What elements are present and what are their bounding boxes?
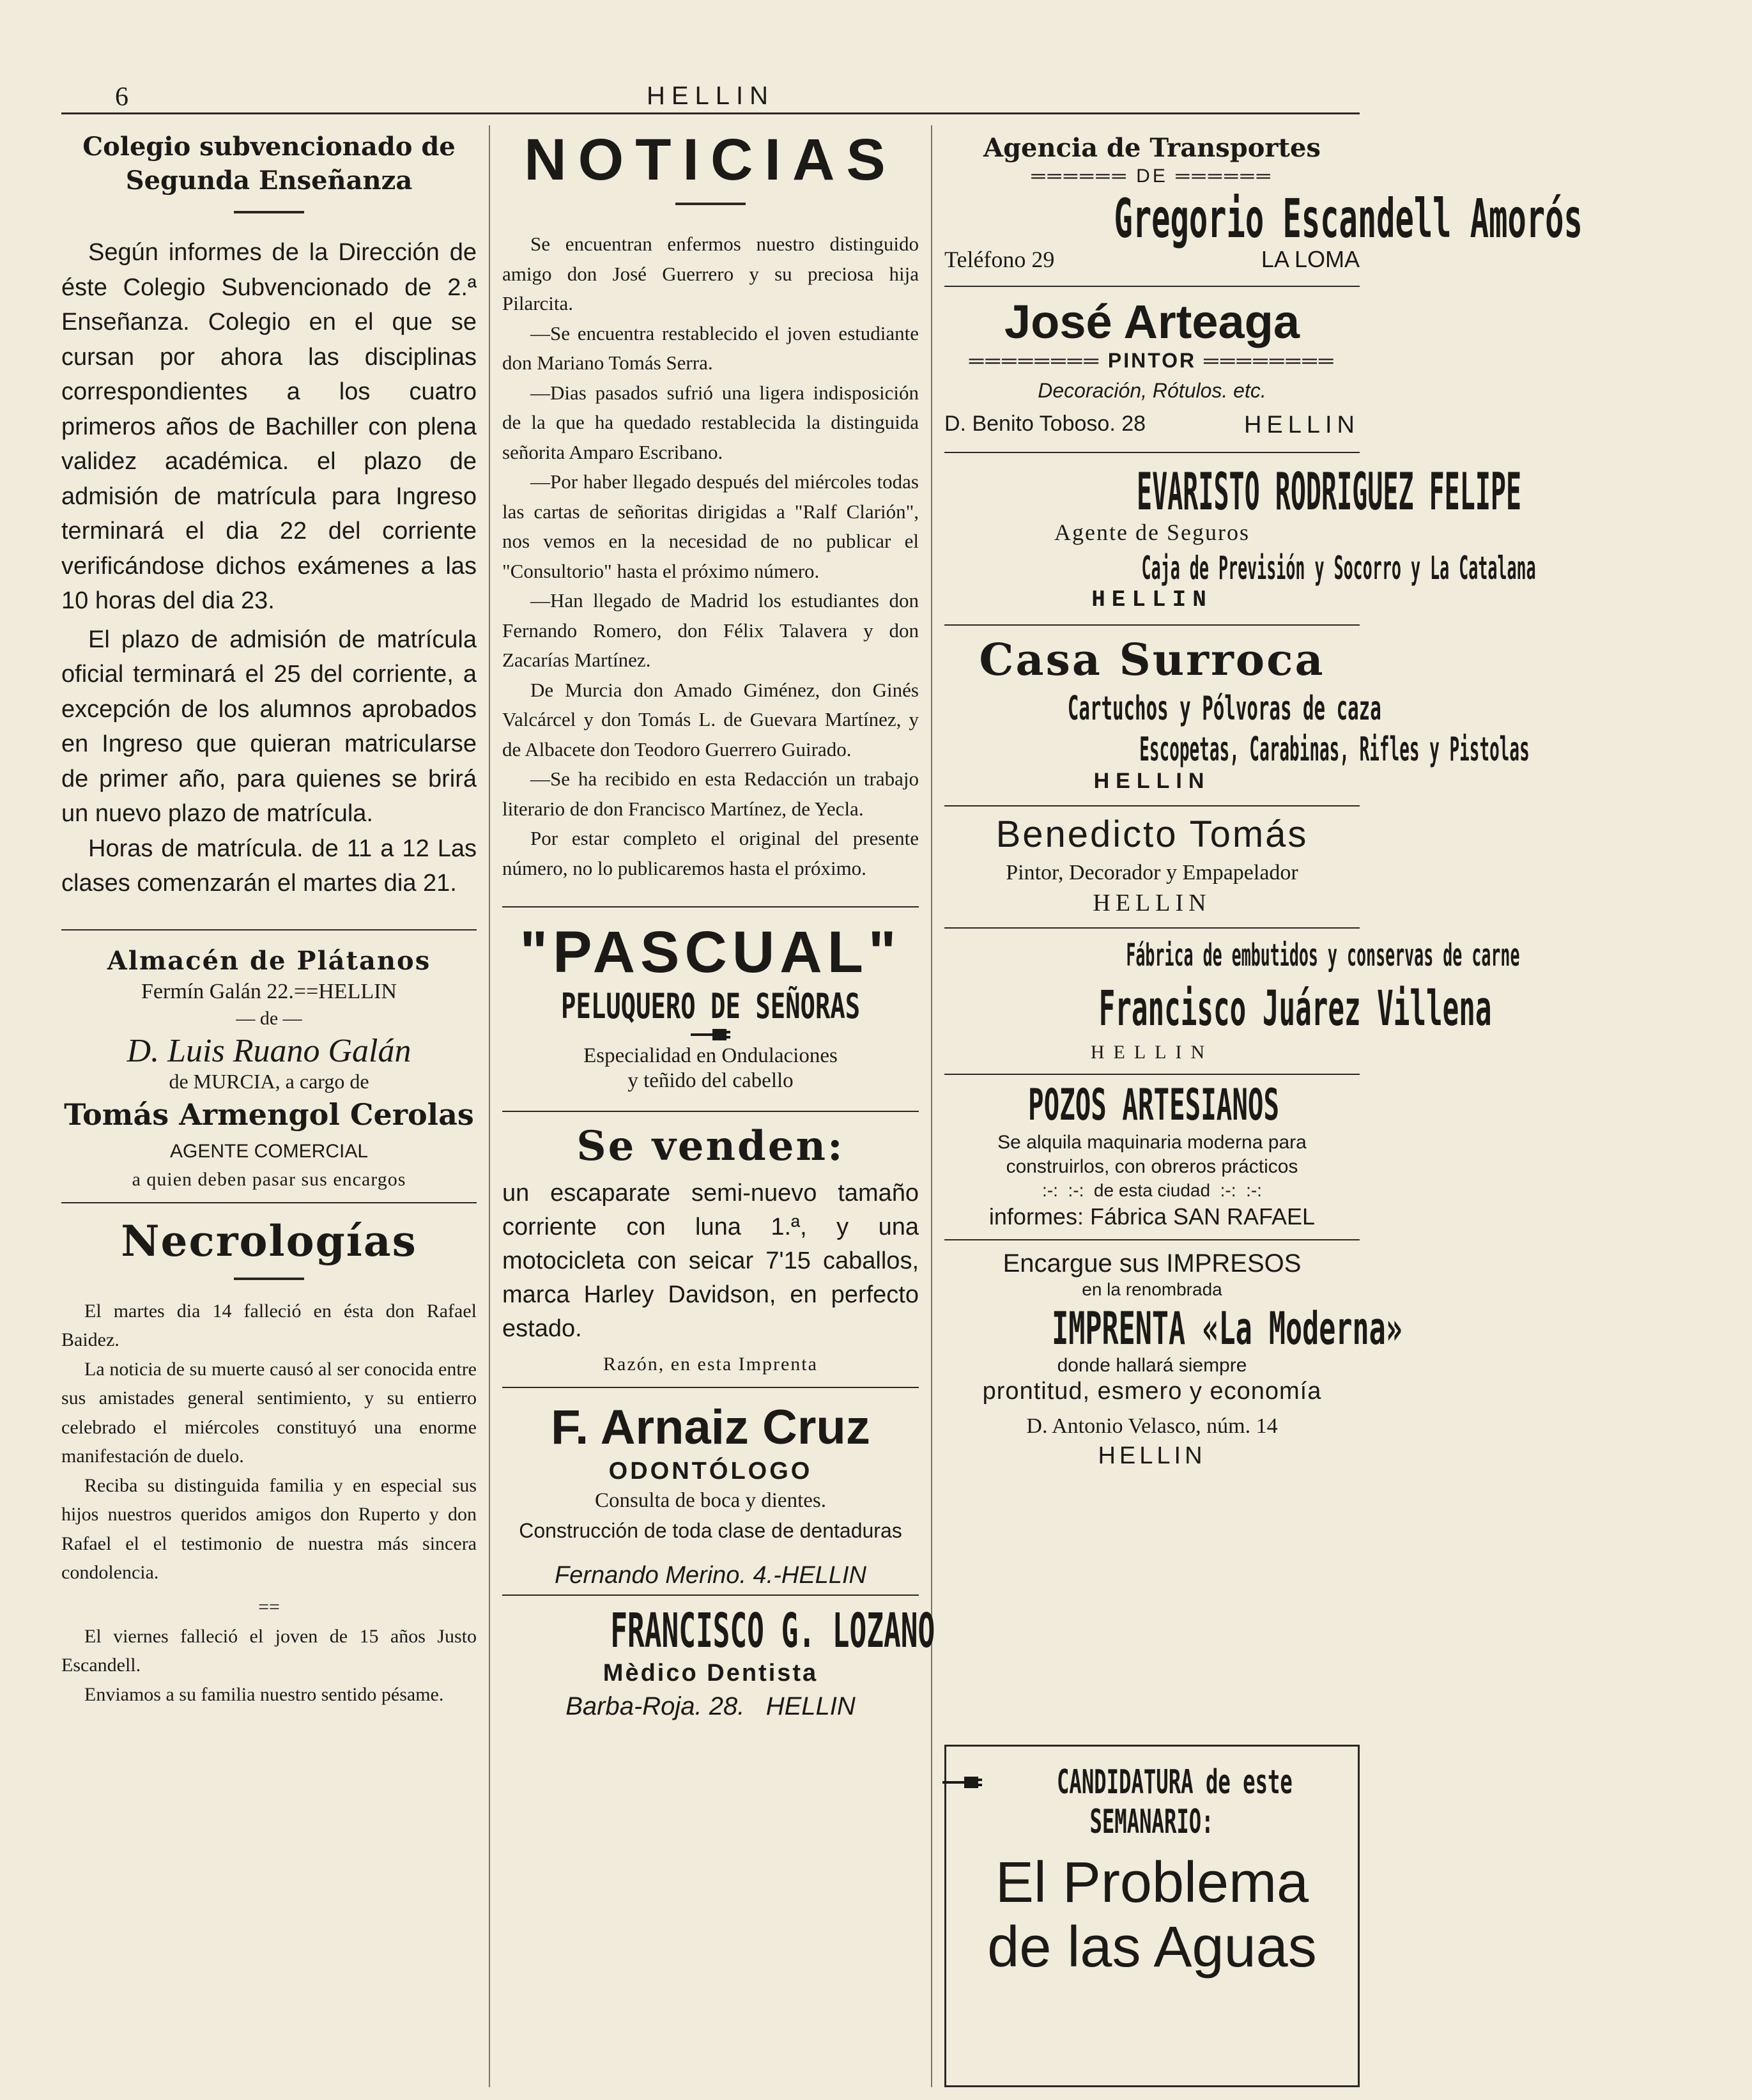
section-divider bbox=[944, 1239, 1360, 1240]
column-divider bbox=[931, 125, 932, 2087]
title-rule bbox=[234, 1278, 304, 1280]
evaristo-city: HELLIN bbox=[1091, 587, 1213, 613]
arteaga-line: Decoración, Rótulos. etc. bbox=[1038, 379, 1266, 402]
column-divider bbox=[489, 125, 490, 2087]
surroca-line1-row bbox=[944, 690, 1381, 728]
venden-razon: Razón, en esta Imprenta bbox=[603, 1354, 818, 1375]
surroca-line2-row bbox=[944, 730, 1530, 769]
arteaga-address-row bbox=[944, 412, 1360, 439]
arnaiz-address: Fernando Merino. 4.-HELLIN bbox=[555, 1562, 866, 1589]
colegio-article bbox=[61, 132, 477, 901]
benedicto-name: Benedicto Tomás bbox=[995, 814, 1309, 855]
agencia-phone: Teléfono 29 bbox=[944, 247, 1055, 272]
almacen-title: Almacén de Plátanos bbox=[107, 945, 431, 976]
section-divider bbox=[61, 929, 477, 930]
candidatura-line2: SEMANARIO: bbox=[1089, 1803, 1215, 1841]
necrologia-paragraph: El viernes falleció el joven de 15 años Justo Escandell. bbox=[61, 1625, 477, 1676]
evaristo-companies-row bbox=[944, 550, 1536, 587]
fabrica-name: Francisco Juárez Villena bbox=[1098, 980, 1492, 1037]
necrologia-paragraph: La noticia de su muerte causó al ser conocida entre sus amistades general sentimiento, y su entierro celebrado el miércoles constituyó una enorme manifestación de duelo. bbox=[61, 1358, 477, 1467]
arteaga-city: HELLIN bbox=[1243, 412, 1360, 438]
candidatura-line2-row bbox=[946, 1803, 1358, 1841]
surroca-line1: Cartuchos y Pólvoras de caza bbox=[1067, 690, 1381, 728]
noticia-paragraph: —Se encuentra restablecido el joven estudiante don Mariano Tomás Serra. bbox=[502, 321, 919, 374]
venden-body: un escaparate semi-nuevo tamaño corriente con luna 1.ª, y una motocicleta con seicar 7'15 caballos, marca Harley Davidson, en perfecto estado. bbox=[502, 1180, 919, 1342]
section-divider bbox=[502, 1594, 919, 1596]
noticia-paragraph: Se encuentran enfermos nuestro distinguido amigo don José Guerrero y su preciosa hija Pilarcita. bbox=[502, 233, 919, 314]
page-header bbox=[61, 82, 1360, 114]
lozano-name: FRANCISCO G. LOZANO bbox=[610, 1603, 935, 1658]
section-divider bbox=[502, 1387, 919, 1388]
imprenta-line4: prontitud, esmero y economía bbox=[982, 1378, 1322, 1405]
almacen-owner: D. Luis Ruano Galán bbox=[127, 1032, 411, 1069]
fabrica-city: HELLIN bbox=[1090, 1042, 1214, 1063]
arteaga-ad bbox=[944, 295, 1360, 439]
imprenta-ad bbox=[944, 1249, 1402, 1470]
noticias-title: NOTICIAS bbox=[524, 127, 897, 192]
pascual-line2: y teñido del cabello bbox=[627, 1069, 794, 1092]
candidatura-big2: de las Aguas bbox=[987, 1915, 1317, 1979]
almacen-de: — de — bbox=[236, 1007, 302, 1029]
agencia-de: ══════ DE ══════ bbox=[1031, 166, 1273, 187]
section-divider bbox=[944, 624, 1360, 626]
newspaper-title: HELLIN bbox=[646, 82, 775, 110]
surroca-name: Casa Surroca bbox=[979, 635, 1325, 686]
almacen-address: Fermín Galán 22.==HELLIN bbox=[141, 979, 397, 1003]
noticia-paragraph: —Han llegado de Madrid los estudiantes don Fernando Romero, don Félix Talavera y don Zacarías Martínez. bbox=[502, 589, 919, 671]
section-divider bbox=[944, 286, 1360, 287]
section-divider bbox=[61, 1202, 477, 1203]
fabrica-title-row bbox=[944, 938, 1520, 973]
pascual-line1: Especialidad en Ondulaciones bbox=[583, 1044, 838, 1067]
noticias-article bbox=[502, 127, 919, 883]
colegio-title-line2: Segunda Enseñanza bbox=[125, 166, 413, 196]
section-divider bbox=[944, 1074, 1360, 1075]
colegio-title-line1: Colegio subvencionado de bbox=[82, 132, 456, 162]
arteaga-address: D. Benito Toboso. 28 bbox=[944, 412, 1146, 436]
agencia-name: Gregorio Escandell Amorós bbox=[1114, 187, 1583, 250]
noticia-paragraph: —Dias pasados sufrió una ligera indisposición de la que ha quedado restablecida la distinguida señorita Amparo Escribano. bbox=[502, 381, 919, 463]
candidatura-big1: El Problema bbox=[995, 1851, 1309, 1915]
agencia-name-row bbox=[944, 187, 1583, 250]
arnaiz-line2: Construcción de toda clase de dentaduras bbox=[519, 1519, 902, 1542]
evaristo-companies: Caja de Previsión y Socorro y La Catalana bbox=[1141, 550, 1536, 587]
lozano-ad bbox=[502, 1603, 935, 1721]
necrologia-paragraph: Enviamos a su familia nuestro sentido pésame. bbox=[84, 1683, 444, 1705]
surroca-line2: Escopetas, Carabinas, Rifles y Pistolas bbox=[1139, 730, 1530, 769]
pozos-line1: Se alquila maquinaria moderna para bbox=[997, 1132, 1307, 1153]
pozos-title: POZOS ARTESIANOS bbox=[1028, 1080, 1280, 1131]
almacen-role: AGENTE COMERCIAL bbox=[169, 1140, 369, 1162]
title-rule bbox=[675, 203, 746, 205]
section-divider bbox=[944, 452, 1360, 453]
noticia-paragraph: —Por haber llegado después del miércoles todas las cartas de señoritas dirigidas a "Ralf Clarión", nos vemos en la necesidad de no publicar el "Consultorio" hasta el próximo número. bbox=[502, 470, 919, 582]
imprenta-address: D. Antonio Velasco, núm. 14 bbox=[1026, 1414, 1278, 1438]
section-divider bbox=[502, 1111, 919, 1112]
necrologias-article bbox=[61, 1216, 477, 1710]
column-left bbox=[61, 125, 477, 1709]
almacen-origin: de MURCIA, a cargo de bbox=[169, 1069, 369, 1093]
pozos-line4: informes: Fábrica SAN RAFAEL bbox=[988, 1203, 1316, 1230]
evaristo-role: Agente de Seguros bbox=[1054, 520, 1250, 545]
imprenta-name: IMPRENTA «La Moderna» bbox=[1052, 1302, 1402, 1355]
noticia-paragraph: Por estar completo el original del presente número, no lo publicaremos hasta el próximo. bbox=[502, 827, 919, 879]
pascual-ad bbox=[502, 919, 919, 1093]
pointing-hand-icon bbox=[940, 1774, 985, 1791]
pozos-title-row bbox=[944, 1080, 1360, 1131]
candidatura-line1: CANDIDATURA de este bbox=[1056, 1763, 1293, 1802]
section-divider bbox=[502, 906, 919, 907]
section-divider bbox=[944, 927, 1360, 929]
imprenta-city: HELLIN bbox=[1098, 1442, 1206, 1469]
noticia-paragraph: —Se ha recibido en esta Redacción un trabajo literario de don Francisco Martínez, de Yecla. bbox=[502, 768, 919, 820]
candidatura-row bbox=[946, 1763, 1358, 1802]
evaristo-name: EVARISTO RODRIGUEZ FELIPE bbox=[1137, 462, 1522, 521]
arnaiz-role: ODONTÓLOGO bbox=[608, 1458, 813, 1485]
almacen-ad bbox=[61, 946, 477, 1191]
lozano-address: Barba-Roja. 28. HELLIN bbox=[565, 1692, 856, 1720]
benedicto-city: HELLIN bbox=[1093, 890, 1211, 916]
surroca-city: HELLIN bbox=[1093, 769, 1211, 793]
almacen-note: a quien deben pasar sus encargos bbox=[132, 1168, 406, 1190]
evaristo-ad bbox=[944, 462, 1536, 613]
arnaiz-line1: Consulta de boca y dientes. bbox=[594, 1489, 826, 1512]
lozano-name-row bbox=[502, 1603, 935, 1658]
title-rule bbox=[234, 211, 304, 213]
necrologia-separator: == bbox=[258, 1596, 280, 1617]
almacen-agent: Tomás Armengol Cerolas bbox=[64, 1097, 474, 1132]
fabrica-name-row bbox=[944, 980, 1492, 1037]
noticia-paragraph: De Murcia don Amado Giménez, don Ginés Valcárcel y don Tomás L. de Guevara Martínez, y de Albacete don Teodoro Guerrero Guirado. bbox=[502, 678, 919, 760]
benedicto-role: Pintor, Decorador y Empapelador bbox=[1006, 861, 1298, 884]
necrologia-paragraph: Reciba su distinguida familia y en especial sus hijos nuestros queridos amigos don Ruperto y don Rafael el el testimonio de nuestra más sincera condolencia. bbox=[61, 1474, 477, 1583]
necrologias-title: Necrologías bbox=[121, 1216, 417, 1266]
agencia-place: LA LOMA bbox=[1261, 246, 1360, 272]
imprenta-name-row bbox=[944, 1302, 1402, 1355]
colegio-paragraph: Horas de matrícula. de 11 a 12 Las clases comenzarán el martes dia 21. bbox=[61, 835, 477, 897]
imprenta-line2: en la renombrada bbox=[1082, 1279, 1222, 1299]
venden-title: Se venden: bbox=[576, 1122, 845, 1170]
benedicto-ad bbox=[944, 813, 1360, 917]
column-right bbox=[944, 125, 1583, 1470]
section-divider bbox=[944, 805, 1360, 807]
fabrica-title: Fábrica de embutidos y conservas de carne bbox=[1126, 938, 1520, 973]
page-number: 6 bbox=[115, 82, 128, 112]
candidatura-box bbox=[944, 1745, 1360, 2087]
imprenta-line3: donde hallará siempre bbox=[1057, 1355, 1247, 1376]
agencia-title: Agencia de Transportes bbox=[983, 133, 1321, 163]
fabrica-ad bbox=[944, 938, 1520, 1063]
necrologia-paragraph: El martes dia 14 falleció en ésta don Rafael Baidez. bbox=[61, 1300, 477, 1350]
agencia-de-text: DE bbox=[1136, 166, 1168, 187]
arteaga-role: PINTOR bbox=[1107, 349, 1197, 372]
colegio-paragraph: El plazo de admisión de matrícula oficial terminará el 25 del corriente, a excepción de los alumnos aprobados en Ingreso que quieran matricularse de primer año, para quienes se brirá un nuevo plazo de matrícula. bbox=[61, 626, 477, 827]
pozos-ad bbox=[944, 1080, 1360, 1230]
arnaiz-ad bbox=[502, 1400, 919, 1589]
pozos-line2: construirlos, con obreros prácticos bbox=[1006, 1156, 1298, 1177]
pozos-line3: :-: :-: de esta ciudad :-: :-: bbox=[1042, 1180, 1262, 1200]
arnaiz-name: F. Arnaiz Cruz bbox=[551, 1400, 870, 1455]
arteaga-name: José Arteaga bbox=[1004, 295, 1300, 348]
pascual-name: "PASCUAL" bbox=[519, 920, 902, 985]
evaristo-name-row bbox=[944, 462, 1522, 521]
pointing-hand-icon bbox=[688, 1026, 733, 1043]
surroca-ad bbox=[944, 635, 1530, 794]
column-middle bbox=[502, 125, 935, 1721]
agencia-contact-row bbox=[944, 246, 1360, 273]
colegio-paragraph: Según informes de la Dirección de éste Colegio Subvencionado de 2.ª Enseñanza. Colegio en el que se cursan por ahora las disciplinas correspondientes a los cuatro primeros años de Bachiller con plena validez académica. el plazo de admisión de matrícula para Ingreso terminará el dia 22 del corriente verificándose dichos exámenes a las 10 horas del dia 23. bbox=[61, 239, 477, 614]
lozano-role: Mèdico Dentista bbox=[603, 1660, 818, 1687]
venden-ad bbox=[502, 1122, 919, 1375]
agencia-ad bbox=[944, 133, 1583, 273]
pascual-sub-row bbox=[502, 986, 919, 1043]
arteaga-role-row: ════════ PINTOR ════════ bbox=[969, 349, 1335, 372]
pascual-subtitle: PELUQUERO DE SEÑORAS bbox=[560, 986, 861, 1026]
imprenta-line1: Encargue sus IMPRESOS bbox=[1003, 1249, 1302, 1278]
